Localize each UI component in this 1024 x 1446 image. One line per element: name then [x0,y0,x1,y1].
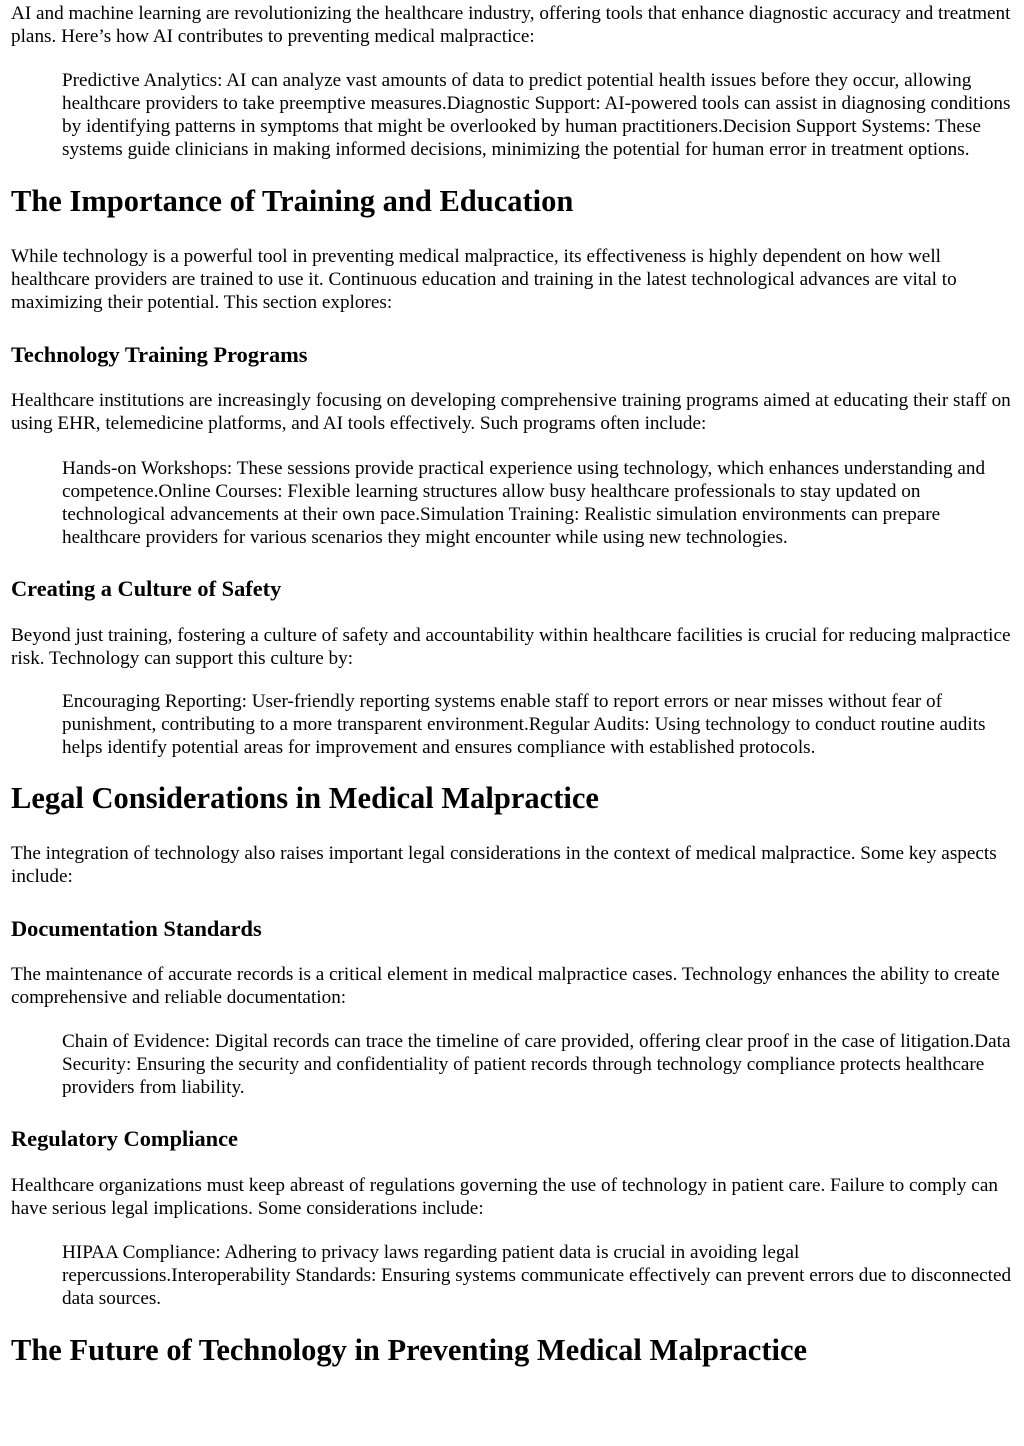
future-heading: The Future of Technology in Preventing Medical Malpractice [11,1333,808,1367]
safety-culture-heading: Creating a Culture of Safety [11,576,282,601]
article [11,0,1015,1368]
ai-benefits-quote: Predictive Analytics: AI can analyze vast amounts of data to predict potential health issues before they occur, allowing healthcare providers to take preemptive measures.Diagnostic Support: AI-powered tools can assist in diagnosing conditions by identifying patterns in symptoms that might be overlooked by human practitioners.Decision Support Systems: These systems guide clinicians in making informed decisions, minimizing the potential for human error in treatment options. [62,70,1011,160]
compliance-heading: Regulatory Compliance [11,1126,238,1151]
training-programs-heading: Technology Training Programs [11,342,308,367]
compliance-paragraph: Healthcare organizations must keep abreast of regulations governing the use of technology in patient care. Failure to comply can have serious legal implications. Some considerations include: [11,1175,998,1219]
compliance-quote: HIPAA Compliance: Adhering to privacy laws regarding patient data is crucial in avoiding legal repercussions.Interoperability Standards: Ensuring systems communicate effectively can prevent errors due to disconnected data sources. [62,1242,1012,1309]
safety-culture-paragraph: Beyond just training, fostering a culture of safety and accountability within healthcare facilities is crucial for reducing malpractice risk. Technology can support this culture by: [11,625,1011,669]
documentation-paragraph: The maintenance of accurate records is a critical element in medical malpractice cases. Technology enhances the ability to create comprehensive and reliable documentation: [11,964,1000,1008]
safety-culture-quote: Encouraging Reporting: User-friendly reporting systems enable staff to report errors or near misses without fear of punishment, contributing to a more transparent environment.Regular Audits: Using technology to conduct routine audits helps identify potential areas for improvement and ensures compliance with established protocols. [62,691,986,758]
training-programs-paragraph: Healthcare institutions are increasingly focusing on developing comprehensive training programs aimed at educating their staff on using EHR, telemedicine platforms, and AI tools effectively. Such programs often include: [11,390,1011,434]
training-heading: The Importance of Training and Education [11,184,574,218]
documentation-heading: Documentation Standards [11,916,262,941]
legal-paragraph: The integration of technology also raises important legal considerations in the context of medical malpractice. Some key aspects include: [11,843,997,887]
documentation-quote: Chain of Evidence: Digital records can trace the timeline of care provided, offering clear proof in the case of litigation.Data Security: Ensuring the security and confidentiality of patient records through technology compliance protects healthcare providers from liability. [62,1031,1011,1098]
training-paragraph: While technology is a powerful tool in preventing medical malpractice, its effectiveness is highly dependent on how well healthcare providers are trained to use it. Continuous education and training in the latest technological advances are vital to maximizing their potential. This section explores: [11,246,957,313]
training-programs-quote: Hands-on Workshops: These sessions provide practical experience using technology, which enhances understanding and competence.Online Courses: Flexible learning structures allow busy healthcare professionals to stay updated on technological advancements at their own pace.Simulation Training: Realistic simulation environments can prepare healthcare providers for various scenarios they might encounter while using new technologies. [62,458,986,548]
intro-paragraph: AI and machine learning are revolutionizing the healthcare industry, offering tools that enhance diagnostic accuracy and treatment plans. Here’s how AI contributes to preventing medical malpractice: [11,3,1011,47]
legal-heading: Legal Considerations in Medical Malpractice [11,781,599,815]
